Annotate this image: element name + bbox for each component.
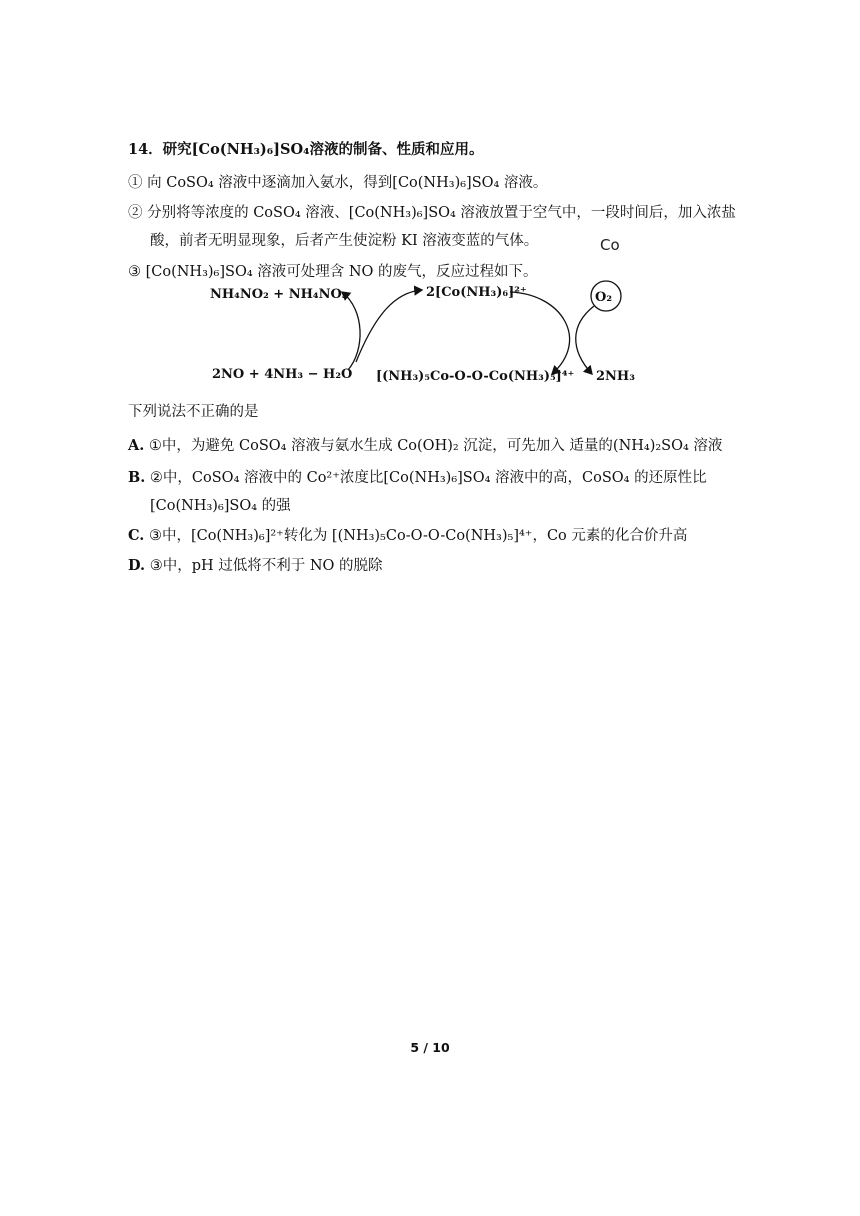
option-d-label: D. [128, 557, 146, 574]
option-b-text: ②中，CoSO₄ 溶液中的 Co²⁺浓度比[Co(NH₃)₆]SO₄ 溶液中的高，CoSO₄ 的还原性比 [149, 470, 707, 486]
diagram-bottom-middle-label: [(NH₃)₅Co-O-O-Co(NH₃)₅]⁴⁺ [376, 369, 575, 384]
reaction-cycle-diagram [190, 270, 660, 390]
question-title: 14．研究[Co(NH₃)₆]SO₄溶液的制备、性质和应用。 [128, 141, 484, 158]
option-c-text: ③中，[Co(NH₃)₆]²⁺转化为 [(NH₃)₅Co-O-O-Co(NH₃)₅]⁴⁺，Co 元素的化合价升高 [148, 528, 688, 544]
page-number: 5 / 10 [410, 1040, 450, 1055]
question-step-3: ③ [Co(NH₃)₆]SO₄ 溶液可处理含 NO 的废气，反应过程如下。 [128, 264, 538, 280]
question-step-1: ① 向 CoSO₄ 溶液中逐滴加入氨水，得到[Co(NH₃)₆]SO₄ 溶液。 [128, 175, 548, 191]
option-a [128, 436, 722, 456]
diagram-reagent-label: O₂ [595, 290, 613, 305]
option-a-label: A. [128, 437, 145, 454]
handwritten-note: Co [600, 236, 620, 254]
option-c-label: C. [128, 527, 145, 544]
option-c [128, 526, 687, 546]
diagram-bottom-left-label: 2NO + 4NH₃ − H₂O [212, 367, 353, 382]
diagram-bottom-right-label: 2NH₃ [596, 369, 635, 384]
arc-right-arrow [510, 292, 570, 374]
diagram-top-right-label: 2[Co(NH₃)₆]²⁺ [426, 285, 527, 300]
question-prompt: 下列说法不正确的是 [128, 404, 259, 420]
arc-middle-arrow [356, 290, 422, 362]
diagram-top-left-label: NH₄NO₂ + NH₄NO₃ [210, 287, 348, 302]
option-b-label: B. [128, 469, 146, 486]
arc-o2-arrow [576, 306, 594, 374]
option-a-text: ①中，为避免 CoSO₄ 溶液与氨水生成 Co(OH)₂ 沉淀，可先加入 适量的(NH₄)₂SO₄ 溶液 [148, 438, 723, 454]
option-d-text: ③中，pH 过低将不利于 NO 的脱除 [149, 558, 383, 574]
question-step-2-line-1: ② 分别将等浓度的 CoSO₄ 溶液、[Co(NH₃)₆]SO₄ 溶液放置于空气中，一段时间后，加入浓盐 [128, 205, 736, 221]
option-b [128, 468, 707, 488]
option-d [128, 556, 383, 576]
option-b-continuation: [Co(NH₃)₆]SO₄ 的强 [150, 498, 291, 514]
question-step-2-line-2: 酸，前者无明显现象，后者产生使淀粉 KI 溶液变蓝的气体。 [150, 233, 539, 249]
